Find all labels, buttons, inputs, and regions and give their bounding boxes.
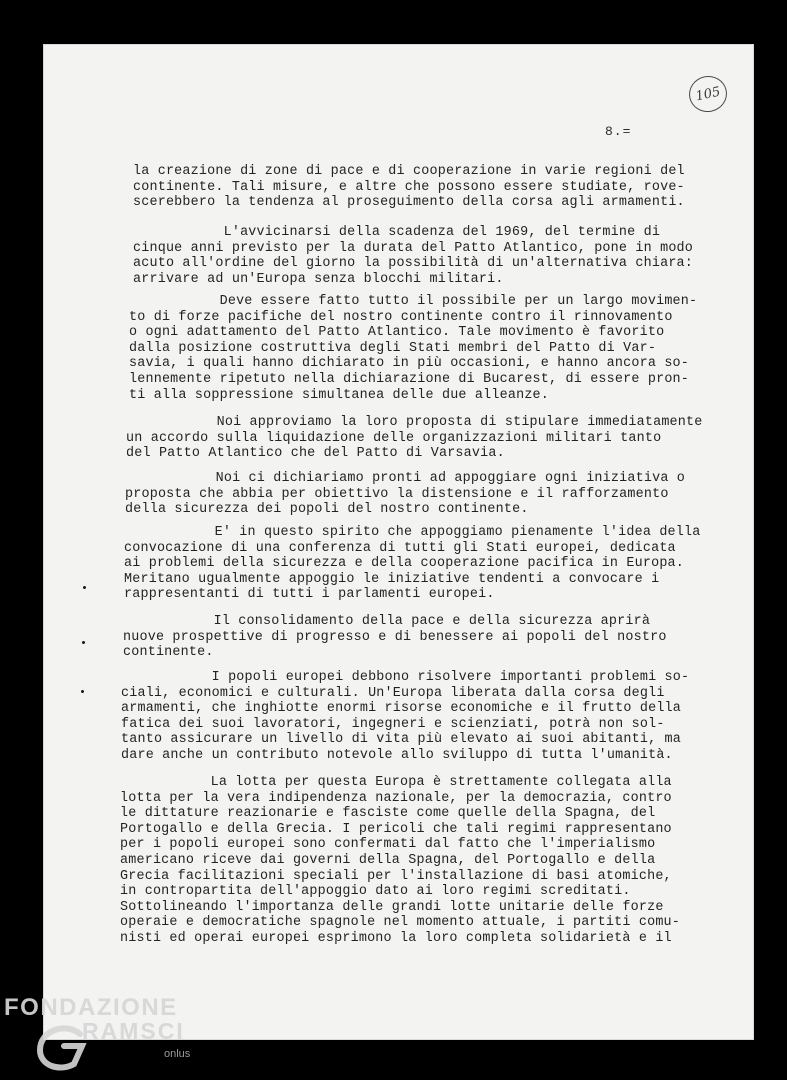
paragraph-8: I popoli europei debbono risolvere importanti problemi so- ciali, economici e culturali. Un'Europa liberata dalla corsa degli armamenti, che inghiotte enormi risorse economiche e il frutto della fatica dei suoi lavoratori, ingegneri e scienziati, potrà non sol- tanto assicurare un livello di vita più elevato ai suoi abitanti, ma dare anche un contributo notevole allo sviluppo di tutta l'umanità. [121, 670, 690, 763]
watermark-suffix: onlus [164, 1048, 191, 1060]
watermark-line2: RAMSCI [82, 1018, 185, 1044]
watermark-line1: FONDAZIONE [4, 994, 178, 1021]
paragraph-1: la creazione di zone di pace e di cooperazione in varie regioni del continente. Tali misure, e altre che possono essere studiate, rove- scerebbero la tendenza al proseguimento della corsa agli armamenti. [133, 164, 685, 211]
margin-mark [82, 641, 85, 644]
margin-mark [83, 586, 86, 589]
paragraph-4: Noi approviamo la loro proposta di stipulare immediatamente un accordo sulla liquidazione delle organizzazioni militari tanto del Patto Atlantico che del Patto di Varsavia. [126, 415, 703, 462]
paragraph-5: Noi ci dichiariamo pronti ad appoggiare ogni iniziativa o proposta che abbia per obiettivo la distensione e il rafforzamento della sicurezza dei popoli del nostro continente. [125, 471, 686, 518]
stamp-number: 105 [694, 84, 722, 104]
page-number: 8.= [605, 124, 632, 139]
paragraph-6: E' in questo spirito che appoggiamo pienamente l'idea della convocazione di una conferenza di tutti gli Stati europei, dedicata ai problemi della sicurezza e della cooperazione pacifica in Europa. Meritano ugualmente appoggio le iniziative tendenti a convocare i rappresentanti di tutti i parlamenti europei. [124, 525, 701, 603]
margin-mark [81, 690, 84, 693]
paragraph-3: Deve essere fatto tutto il possibile per un largo movimen- to di forze pacifiche del nostro continente contro il rinnovamento o ogni adattamento del Patto Atlantico. Tale movimento è favorito dalla posizione costruttiva degli Stati membri del Patto di Var- savia, i quali hanno dichiarato in più occasioni, e hanno ancora so- lennemente ripetuto nella dichiarazione di Bucarest, di essere pron- ti alla soppressione simultanea delle due alleanze. [129, 294, 698, 403]
watermark-logo [4, 994, 204, 1080]
paragraph-9: La lotta per questa Europa è strettamente collegata alla lotta per la vera indipendenza nazionale, per la democrazia, contro le dittature reazionarie e fasciste come quelle della Spagna, del Portogallo e della Grecia. I pericoli che tali regimi rappresentano per i popoli europei sono confermati dal fatto che l'imperialismo americano riceve dai governi della Spagna, del Portogallo e della Grecia facilitazioni speciali per l'installazione di basi atomiche, in contropartita dell'appoggio dato ai loro regimi screditati. Sottolineando l'importanza delle grandi lotte unitarie delle forze operaie e democratiche spagnole nel momento attuale, i partiti comu- nisti ed operai europei esprimono la loro completa solidarietà e il [120, 775, 681, 946]
paragraph-2: L'avvicinarsi della scadenza del 1969, del termine di cinque anni previsto per la durata del Patto Atlantico, pone in modo acuto all'ordine del giorno la possibilità di un'alternativa chiara: arrivare ad un'Europa senza blocchi militari. [133, 225, 694, 287]
paragraph-7: Il consolidamento della pace e della sicurezza aprirà nuove prospettive di progresso e di benessere ai popoli del nostro continente. [123, 614, 667, 661]
